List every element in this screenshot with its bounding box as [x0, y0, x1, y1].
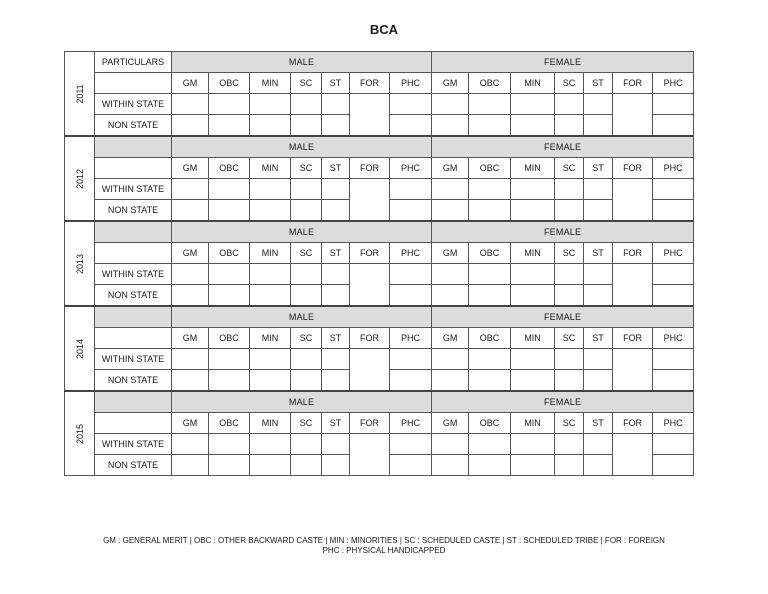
- column-header-sc: SC: [291, 243, 322, 264]
- year-block-2011: [65, 52, 694, 137]
- female-header: FEMALE: [432, 221, 694, 243]
- non-state-row-label: NON STATE: [95, 455, 172, 476]
- column-header-st: ST: [322, 328, 350, 349]
- data-cell-min: [250, 264, 291, 285]
- data-cell-sc: [291, 349, 322, 370]
- data-cell-st: [584, 115, 613, 137]
- column-header-sc: SC: [291, 328, 322, 349]
- year-label: 2014: [74, 338, 85, 359]
- data-cell-min: [511, 370, 555, 392]
- data-cell-obc: [209, 434, 250, 455]
- data-cell-gm: [172, 264, 209, 285]
- data-cell-obc: [469, 94, 511, 115]
- legend: [0, 536, 768, 556]
- within-state-row-label: WITHIN STATE: [95, 349, 172, 370]
- data-cell-gm: [432, 94, 469, 115]
- data-cell-sc: [555, 434, 584, 455]
- column-header-for: FOR: [350, 413, 390, 434]
- column-header-phc: PHC: [653, 158, 694, 179]
- data-cell-obc: [469, 285, 511, 307]
- data-cell-obc: [469, 115, 511, 137]
- header-row: [65, 306, 694, 328]
- data-cell-min: [250, 285, 291, 307]
- data-cell-gm: [172, 285, 209, 307]
- data-cell-sc: [555, 94, 584, 115]
- data-cell-phc: [653, 285, 694, 307]
- data-cell-st: [322, 115, 350, 137]
- data-cell-sc: [555, 455, 584, 476]
- column-header-min: MIN: [250, 413, 291, 434]
- data-cell-phc: [653, 179, 694, 200]
- column-header-obc: OBC: [209, 158, 250, 179]
- data-cell-min: [511, 264, 555, 285]
- data-cell-phc: [390, 434, 432, 455]
- data-cell-phc: [390, 370, 432, 392]
- data-cell-phc: [390, 115, 432, 137]
- within-state-row-label: WITHIN STATE: [95, 94, 172, 115]
- column-header-phc: PHC: [390, 243, 432, 264]
- data-cell-st: [322, 264, 350, 285]
- data-cell-st: [322, 370, 350, 392]
- data-cell-sc: [291, 200, 322, 222]
- data-cell-gm: [172, 200, 209, 222]
- data-cell-gm: [432, 349, 469, 370]
- data-cell-sc: [291, 264, 322, 285]
- column-header-sc: SC: [555, 243, 584, 264]
- data-cell-gm: [432, 115, 469, 137]
- column-header-gm: GM: [172, 413, 209, 434]
- column-header-obc: OBC: [469, 243, 511, 264]
- data-cell-gm: [172, 455, 209, 476]
- column-header-min: MIN: [511, 243, 555, 264]
- column-header-for: FOR: [613, 73, 653, 94]
- female-header: FEMALE: [432, 136, 694, 158]
- data-cell-gm: [432, 285, 469, 307]
- male-header: MALE: [172, 136, 432, 158]
- data-cell-st: [322, 285, 350, 307]
- data-cell-st: [584, 264, 613, 285]
- year-label: 2015: [74, 423, 85, 444]
- within-state-row: [65, 434, 694, 455]
- data-cell-obc: [469, 434, 511, 455]
- year-label: 2013: [74, 253, 85, 274]
- data-cell-min: [250, 200, 291, 222]
- data-cell-for: [350, 179, 390, 222]
- data-cell-obc: [209, 200, 250, 222]
- particulars-blank: [95, 158, 172, 179]
- female-header: FEMALE: [432, 52, 694, 73]
- column-header-sc: SC: [291, 73, 322, 94]
- data-cell-sc: [555, 285, 584, 307]
- data-cell-obc: [209, 455, 250, 476]
- column-header-phc: PHC: [653, 73, 694, 94]
- female-header: FEMALE: [432, 391, 694, 413]
- header-row: [65, 52, 694, 73]
- within-state-row-label: WITHIN STATE: [95, 434, 172, 455]
- data-cell-obc: [469, 370, 511, 392]
- data-cell-obc: [209, 264, 250, 285]
- data-cell-phc: [390, 179, 432, 200]
- data-cell-sc: [291, 179, 322, 200]
- male-header: MALE: [172, 221, 432, 243]
- data-cell-min: [511, 434, 555, 455]
- data-cell-obc: [469, 349, 511, 370]
- data-cell-st: [584, 455, 613, 476]
- year-cell: [65, 136, 95, 221]
- column-header-sc: SC: [291, 413, 322, 434]
- data-cell-phc: [653, 370, 694, 392]
- data-cell-gm: [172, 179, 209, 200]
- data-cell-for: [350, 349, 390, 392]
- data-cell-min: [250, 370, 291, 392]
- data-cell-sc: [555, 264, 584, 285]
- data-cell-sc: [291, 115, 322, 137]
- data-cell-gm: [172, 370, 209, 392]
- within-state-row: [65, 94, 694, 115]
- year-block-2013: [65, 221, 694, 306]
- column-header-min: MIN: [511, 158, 555, 179]
- data-cell-sc: [555, 349, 584, 370]
- data-cell-gm: [432, 264, 469, 285]
- column-header-obc: OBC: [209, 413, 250, 434]
- data-cell-obc: [209, 285, 250, 307]
- column-header-min: MIN: [250, 73, 291, 94]
- data-cell-st: [322, 200, 350, 222]
- column-header-obc: OBC: [209, 243, 250, 264]
- column-header-min: MIN: [250, 243, 291, 264]
- header-row: [65, 391, 694, 413]
- data-cell-gm: [432, 179, 469, 200]
- data-cell-st: [584, 434, 613, 455]
- column-header-phc: PHC: [390, 158, 432, 179]
- data-cell-phc: [653, 434, 694, 455]
- year-cell: [65, 221, 95, 306]
- particulars-header-blank: [95, 136, 172, 158]
- data-cell-phc: [390, 455, 432, 476]
- data-cell-min: [250, 434, 291, 455]
- data-cell-st: [584, 200, 613, 222]
- column-header-phc: PHC: [390, 413, 432, 434]
- column-header-sc: SC: [555, 328, 584, 349]
- data-cell-sc: [291, 285, 322, 307]
- data-cell-obc: [469, 455, 511, 476]
- column-header-for: FOR: [613, 413, 653, 434]
- data-cell-sc: [555, 115, 584, 137]
- column-header-st: ST: [584, 73, 613, 94]
- data-cell-for: [350, 94, 390, 137]
- column-header-phc: PHC: [653, 413, 694, 434]
- column-header-gm: GM: [432, 243, 469, 264]
- column-header-for: FOR: [613, 328, 653, 349]
- data-cell-gm: [172, 115, 209, 137]
- column-header-gm: GM: [172, 328, 209, 349]
- data-cell-min: [250, 349, 291, 370]
- year-label: 2011: [74, 83, 85, 104]
- column-header-st: ST: [322, 73, 350, 94]
- male-header: MALE: [172, 391, 432, 413]
- column-header-row: [65, 328, 694, 349]
- data-cell-obc: [209, 179, 250, 200]
- column-header-sc: SC: [291, 158, 322, 179]
- column-header-min: MIN: [511, 413, 555, 434]
- data-cell-sc: [555, 200, 584, 222]
- column-header-st: ST: [322, 413, 350, 434]
- particulars-header-blank: [95, 391, 172, 413]
- column-header-st: ST: [584, 328, 613, 349]
- header-row: [65, 221, 694, 243]
- column-header-sc: SC: [555, 73, 584, 94]
- column-header-row: [65, 73, 694, 94]
- column-header-min: MIN: [250, 158, 291, 179]
- data-cell-phc: [653, 455, 694, 476]
- data-cell-min: [250, 179, 291, 200]
- data-cell-gm: [432, 370, 469, 392]
- year-label: 2012: [74, 168, 85, 189]
- data-cell-st: [584, 179, 613, 200]
- within-state-row-label: WITHIN STATE: [95, 264, 172, 285]
- page-title: BCA: [369, 22, 399, 37]
- data-cell-st: [584, 370, 613, 392]
- data-cell-sc: [291, 94, 322, 115]
- column-header-min: MIN: [511, 73, 555, 94]
- column-header-gm: GM: [432, 73, 469, 94]
- column-header-obc: OBC: [469, 413, 511, 434]
- column-header-phc: PHC: [653, 243, 694, 264]
- data-cell-min: [511, 349, 555, 370]
- data-cell-min: [250, 115, 291, 137]
- column-header-obc: OBC: [469, 328, 511, 349]
- data-cell-obc: [209, 115, 250, 137]
- data-cell-gm: [432, 434, 469, 455]
- data-cell-for: [613, 94, 653, 137]
- data-cell-phc: [653, 264, 694, 285]
- data-cell-phc: [653, 349, 694, 370]
- column-header-st: ST: [584, 243, 613, 264]
- data-cell-for: [350, 434, 390, 476]
- data-cell-st: [584, 285, 613, 307]
- column-header-row: [65, 413, 694, 434]
- header-row: [65, 136, 694, 158]
- data-cell-obc: [209, 349, 250, 370]
- column-header-st: ST: [322, 158, 350, 179]
- data-cell-st: [584, 94, 613, 115]
- column-header-gm: GM: [172, 243, 209, 264]
- data-cell-sc: [555, 370, 584, 392]
- non-state-row-label: NON STATE: [95, 370, 172, 392]
- column-header-obc: OBC: [469, 73, 511, 94]
- column-header-st: ST: [584, 158, 613, 179]
- data-cell-st: [322, 434, 350, 455]
- data-cell-phc: [390, 285, 432, 307]
- within-state-row: [65, 264, 694, 285]
- column-header-gm: GM: [432, 158, 469, 179]
- data-cell-phc: [653, 200, 694, 222]
- column-header-min: MIN: [250, 328, 291, 349]
- data-cell-sc: [291, 455, 322, 476]
- data-cell-gm: [432, 200, 469, 222]
- column-header-sc: SC: [555, 158, 584, 179]
- data-cell-obc: [209, 370, 250, 392]
- particulars-header-blank: [95, 306, 172, 328]
- data-cell-min: [511, 455, 555, 476]
- male-header: MALE: [172, 306, 432, 328]
- data-cell-phc: [390, 200, 432, 222]
- legend-line-1: GM : GENERAL MERIT | OBC : OTHER BACKWARD CASTE | MIN : MINORITIES | SC : SCHEDULED CASTE | ST : SCHEDULED TRIBE | FOR : FOREIGN: [103, 536, 665, 545]
- column-header-for: FOR: [350, 328, 390, 349]
- year-cell: [65, 391, 95, 476]
- column-header-for: FOR: [350, 158, 390, 179]
- data-cell-phc: [653, 115, 694, 137]
- particulars-blank: [95, 328, 172, 349]
- legend-line-2: PHC : PHYSICAL HANDICAPPED: [322, 546, 446, 555]
- data-cell-min: [511, 115, 555, 137]
- column-header-gm: GM: [432, 328, 469, 349]
- data-cell-min: [250, 94, 291, 115]
- column-header-min: MIN: [511, 328, 555, 349]
- data-cell-gm: [172, 349, 209, 370]
- data-cell-obc: [469, 200, 511, 222]
- column-header-gm: GM: [172, 158, 209, 179]
- within-state-row-label: WITHIN STATE: [95, 179, 172, 200]
- column-header-for: FOR: [350, 243, 390, 264]
- data-cell-for: [613, 349, 653, 392]
- data-cell-st: [322, 455, 350, 476]
- admission-table: [64, 51, 694, 476]
- particulars-header: PARTICULARS: [95, 52, 172, 73]
- data-cell-gm: [172, 434, 209, 455]
- non-state-row-label: NON STATE: [95, 115, 172, 137]
- data-cell-min: [511, 94, 555, 115]
- particulars-blank: [95, 243, 172, 264]
- column-header-for: FOR: [350, 73, 390, 94]
- data-cell-obc: [469, 264, 511, 285]
- column-header-row: [65, 158, 694, 179]
- year-block-2014: [65, 306, 694, 391]
- column-header-st: ST: [322, 243, 350, 264]
- data-cell-obc: [469, 179, 511, 200]
- year-block-2015: [65, 391, 694, 476]
- data-cell-obc: [209, 94, 250, 115]
- year-block-2012: [65, 136, 694, 221]
- particulars-blank: [95, 73, 172, 94]
- year-cell: [65, 52, 95, 137]
- data-cell-gm: [172, 94, 209, 115]
- data-cell-phc: [390, 264, 432, 285]
- column-header-gm: GM: [172, 73, 209, 94]
- data-cell-min: [511, 200, 555, 222]
- column-header-phc: PHC: [390, 328, 432, 349]
- data-cell-for: [613, 264, 653, 307]
- column-header-for: FOR: [613, 158, 653, 179]
- data-cell-sc: [291, 434, 322, 455]
- column-header-phc: PHC: [653, 328, 694, 349]
- data-cell-phc: [390, 94, 432, 115]
- data-cell-st: [322, 179, 350, 200]
- within-state-row: [65, 179, 694, 200]
- within-state-row: [65, 349, 694, 370]
- column-header-obc: OBC: [209, 73, 250, 94]
- data-cell-phc: [653, 94, 694, 115]
- column-header-obc: OBC: [469, 158, 511, 179]
- column-header-gm: GM: [432, 413, 469, 434]
- data-cell-for: [613, 179, 653, 222]
- data-cell-st: [322, 94, 350, 115]
- non-state-row-label: NON STATE: [95, 200, 172, 222]
- data-cell-min: [511, 179, 555, 200]
- data-cell-st: [322, 349, 350, 370]
- non-state-row-label: NON STATE: [95, 285, 172, 307]
- column-header-row: [65, 243, 694, 264]
- column-header-st: ST: [584, 413, 613, 434]
- data-cell-min: [250, 455, 291, 476]
- data-cell-sc: [555, 179, 584, 200]
- male-header: MALE: [172, 52, 432, 73]
- column-header-for: FOR: [613, 243, 653, 264]
- column-header-sc: SC: [555, 413, 584, 434]
- column-header-obc: OBC: [209, 328, 250, 349]
- particulars-blank: [95, 413, 172, 434]
- female-header: FEMALE: [432, 306, 694, 328]
- column-header-phc: PHC: [390, 73, 432, 94]
- data-cell-sc: [291, 370, 322, 392]
- data-cell-for: [350, 264, 390, 307]
- data-cell-min: [511, 285, 555, 307]
- particulars-header-blank: [95, 221, 172, 243]
- data-cell-gm: [432, 455, 469, 476]
- year-cell: [65, 306, 95, 391]
- data-cell-st: [584, 349, 613, 370]
- data-cell-for: [613, 434, 653, 476]
- data-cell-phc: [390, 349, 432, 370]
